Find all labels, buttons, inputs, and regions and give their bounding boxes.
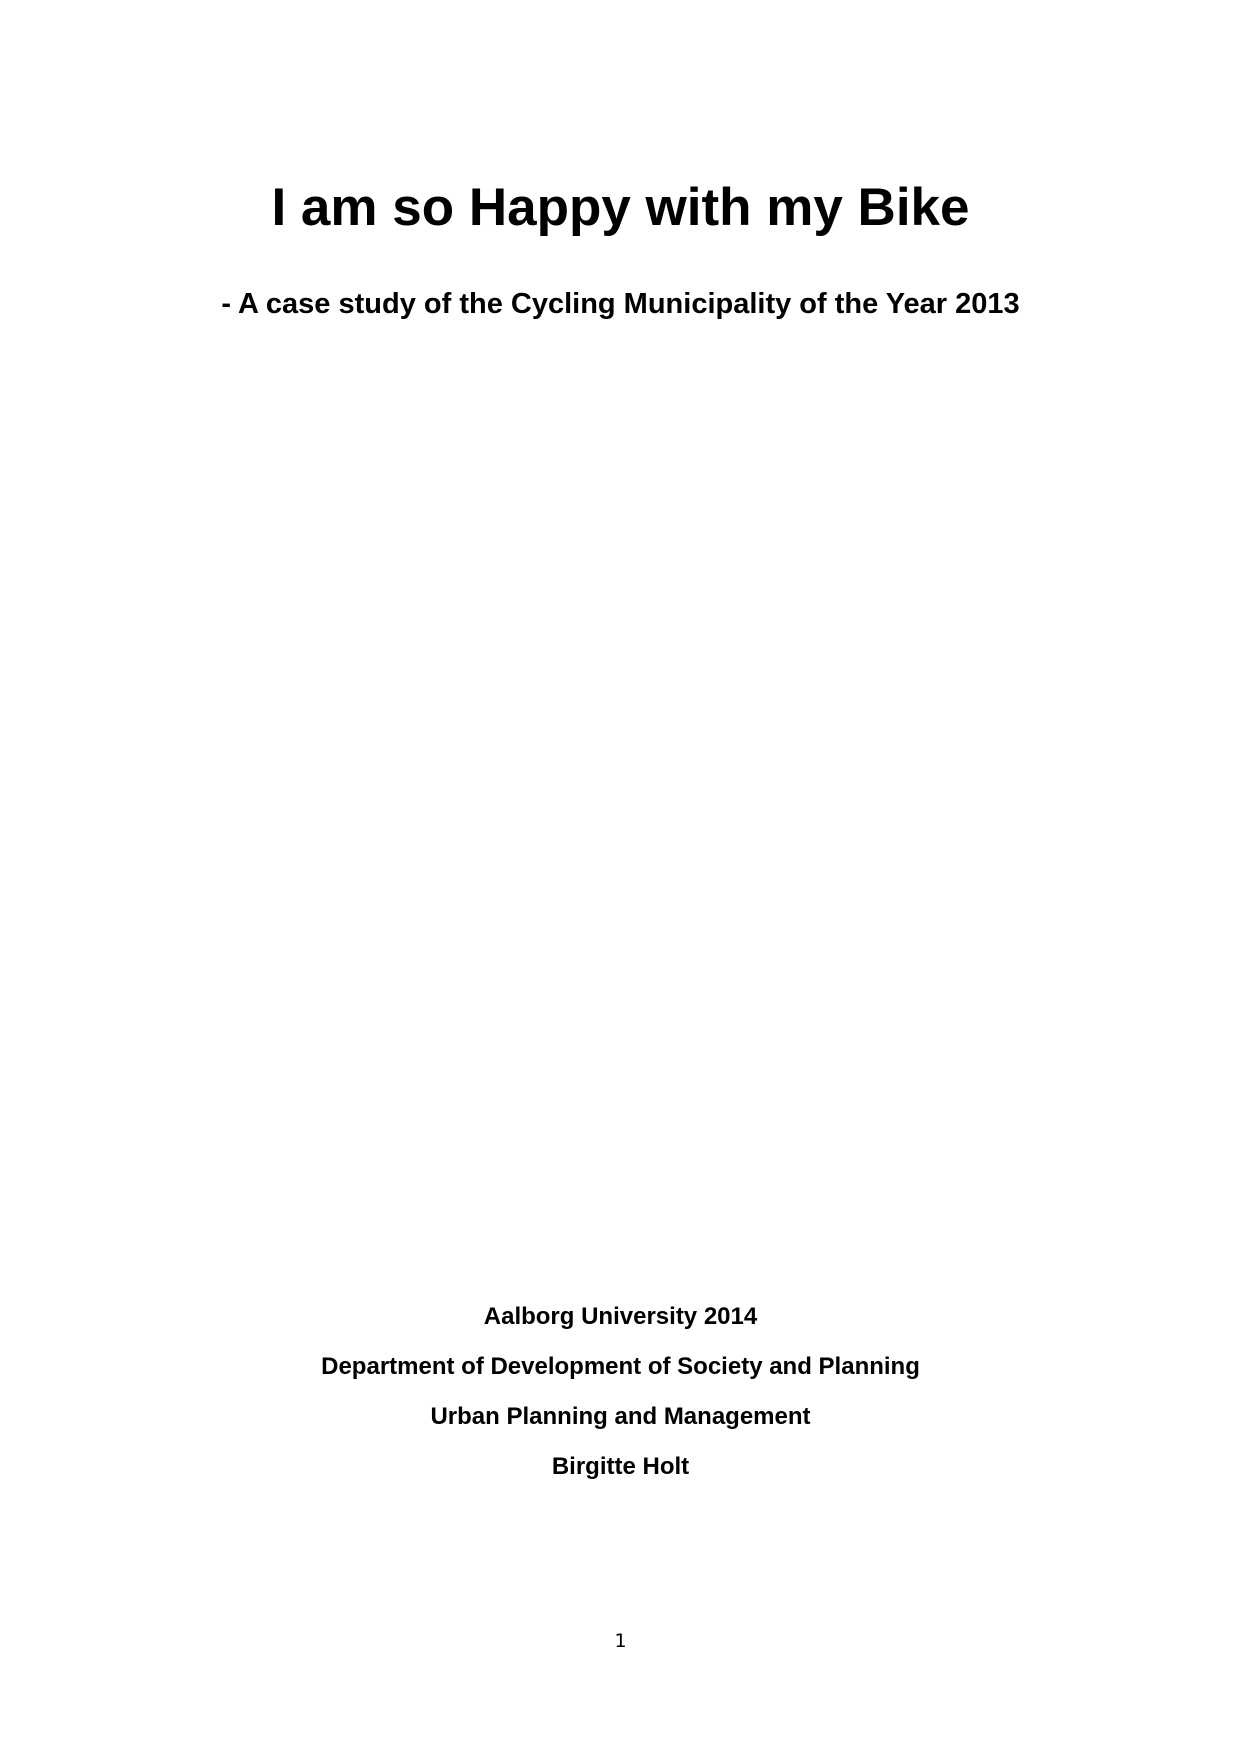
document-subtitle: - A case study of the Cycling Municipality of the Year 2013 bbox=[221, 288, 1020, 320]
programme-line: Urban Planning and Management bbox=[430, 1403, 811, 1430]
author-line: Birgitte Holt bbox=[551, 1453, 690, 1480]
document-title: I am so Happy with my Bike bbox=[271, 178, 970, 237]
department-line: Department of Development of Society and Planning bbox=[321, 1353, 920, 1380]
credits-block bbox=[0, 1302, 1241, 1502]
page-number: 1 bbox=[614, 1630, 627, 1652]
university-line: Aalborg University 2014 bbox=[483, 1303, 758, 1330]
